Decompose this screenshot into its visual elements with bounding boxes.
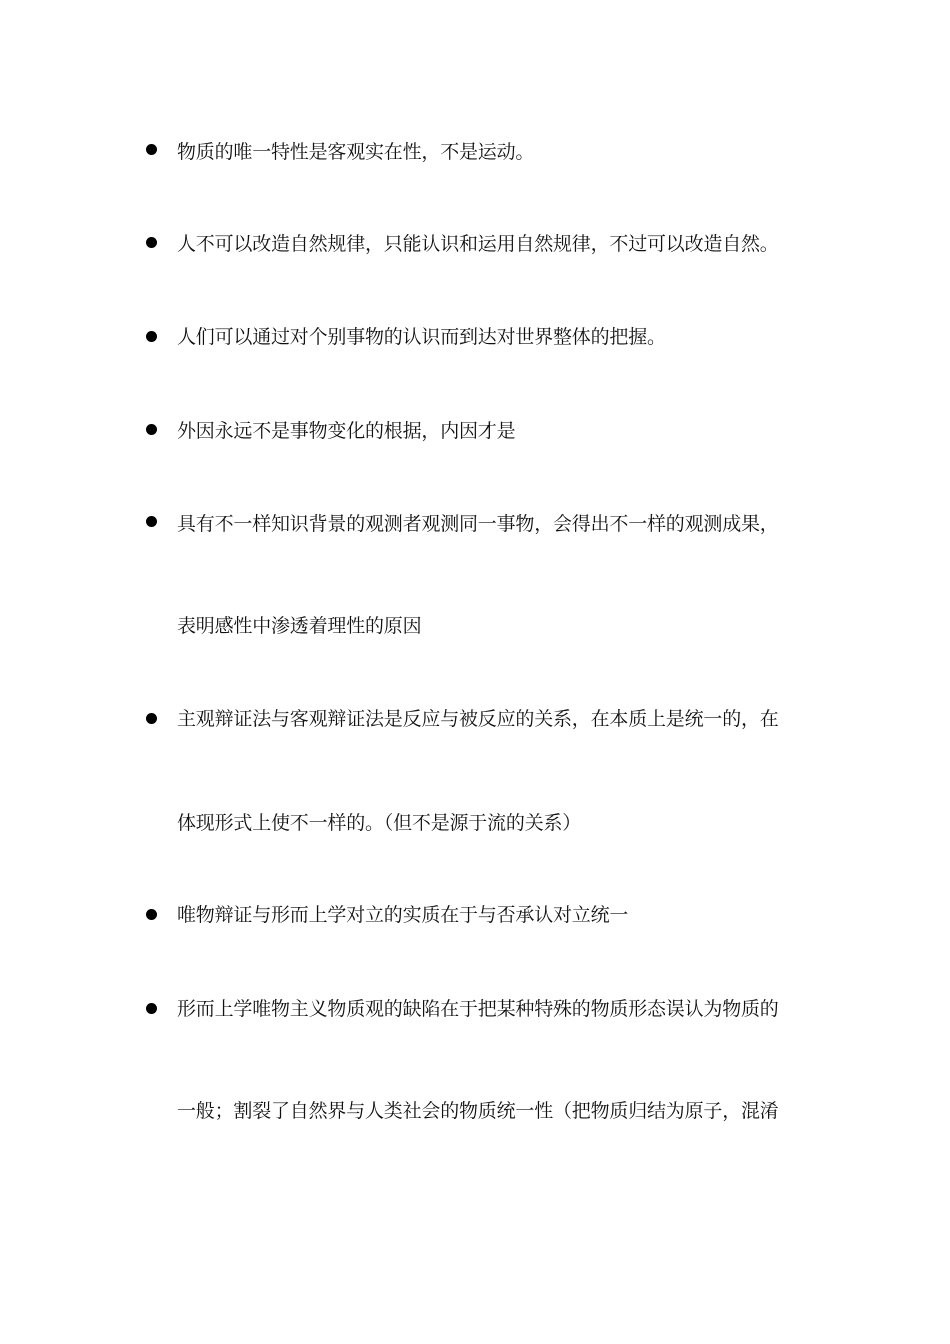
list-item-text: 唯物辩证与形而上学对立的实质在于与否承认对立统一 — [177, 904, 629, 926]
list-item-text: 物质的唯一特性是客观实在性，不是运动。 — [177, 141, 535, 163]
list-item-text: 主观辩证法与客观辩证法是反应与被反应的关系，在本质上是统一的，在 — [177, 708, 779, 730]
bullet-icon — [146, 909, 157, 920]
bullet-icon — [146, 144, 157, 155]
bullet-icon — [146, 237, 157, 248]
list-item-text-continued: 一般；割裂了自然界与人类社会的物质统一性（把物质归结为原子，混淆 — [177, 1100, 779, 1122]
bullet-icon — [146, 516, 157, 527]
list-item-text-continued: 表明感性中渗透着理性的原因 — [177, 615, 422, 637]
bullet-icon — [146, 713, 157, 724]
list-item-text: 形而上学唯物主义物质观的缺陷在于把某种特殊的物质形态误认为物质的 — [177, 998, 779, 1020]
bullet-icon — [146, 1003, 157, 1014]
list-item-text: 具有不一样知识背景的观测者观测同一事物，会得出不一样的观测成果， — [177, 513, 779, 535]
list-item-text: 人不可以改造自然规律，只能认识和运用自然规律，不过可以改造自然。 — [177, 233, 779, 255]
bullet-icon — [146, 424, 157, 435]
list-item-text-continued: 体现形式上使不一样的。（但不是源于流的关系） — [177, 812, 582, 834]
list-item-text: 人们可以通过对个别事物的认识而到达对世界整体的把握。 — [177, 326, 666, 348]
bullet-icon — [146, 331, 157, 342]
list-item-text: 外因永远不是事物变化的根据，内因才是 — [177, 420, 516, 442]
